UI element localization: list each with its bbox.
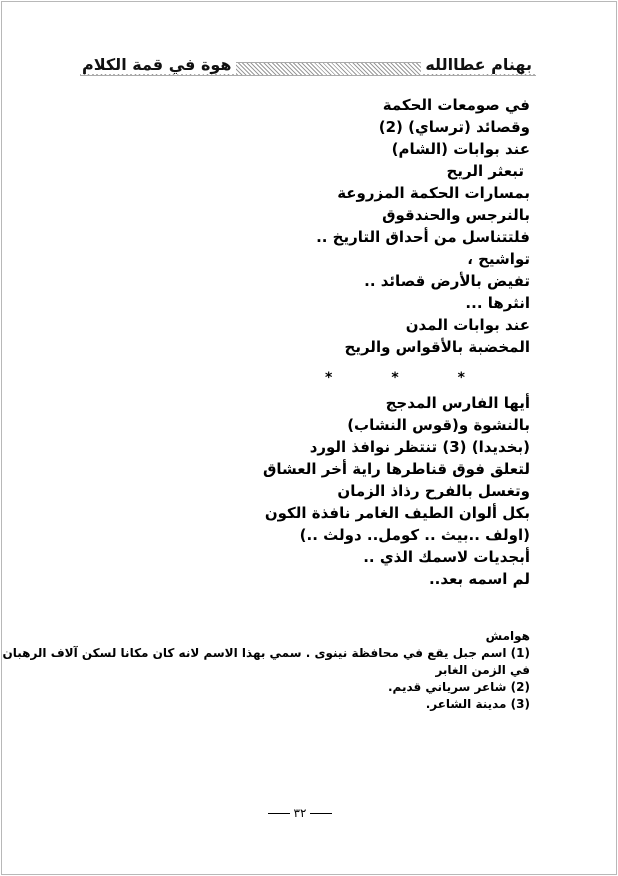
poem-line: تبعثر الريح xyxy=(446,162,524,180)
poem-line: في صومعات الحكمة xyxy=(382,96,530,114)
poem-stanza-2 xyxy=(90,392,530,590)
poem-line: بكل ألوان الطيف الغامر نافذة الكون xyxy=(264,504,530,522)
author-name: بهنام عطاالله xyxy=(421,55,536,74)
page-number-text: ٣٢ xyxy=(293,806,307,820)
poem-stanza-1 xyxy=(90,94,530,358)
poem-line: المخضبة بالأقواس والريح xyxy=(344,338,530,356)
star-mark: * xyxy=(391,370,399,386)
footnotes xyxy=(2,628,530,713)
poem-line: بمسارات الحكمة المزروعة xyxy=(337,184,530,202)
page-number xyxy=(260,806,340,820)
book-title: هوة في قمة الكلام xyxy=(78,55,236,74)
poem-line: لم اسمه بعد.. xyxy=(428,570,530,588)
poem-line: فلتتناسل من أحداق التاريخ .. xyxy=(316,228,530,246)
poem-line: بالنشوة و(قوس النشاب) xyxy=(347,416,530,434)
poem-line: (بخديدا) (3) تنتظر نوافذ الورد xyxy=(309,438,530,456)
footnote-item: (1) اسم جبل يقع في محافظة نينوى . سمي بهذا الاسم لانه كان مكانا لسكن آلاف الرهبان xyxy=(2,646,530,660)
poem-line: وتغسل بالفرح رذاذ الزمان xyxy=(337,482,530,500)
footnotes-title: هوامش xyxy=(485,629,530,643)
section-divider xyxy=(325,370,465,390)
poem-line: لتعلق فوق قناطرها راية أخر العشاق xyxy=(262,460,530,478)
star-mark: * xyxy=(457,370,465,386)
poem-line: تواشيح ، xyxy=(467,250,530,268)
footnote-item: (3) مدينة الشاعر. xyxy=(425,697,530,711)
footnote-item: في الزمن الغابر xyxy=(435,663,530,677)
poem-line: بالنرجس والحندقوق xyxy=(382,206,530,224)
poem-line: انثرها ... xyxy=(465,294,530,312)
poem-line: عند بوابات (الشام) xyxy=(391,140,530,158)
poem-line: تفيض بالأرض قصائد .. xyxy=(364,272,530,290)
footnote-item: (2) شاعر سرياني قديم. xyxy=(387,680,530,694)
poem-line: عند بوابات المدن xyxy=(405,316,530,334)
page-number-dash xyxy=(310,813,332,814)
poem-line: أبجديات لاسمك الذي .. xyxy=(363,548,530,566)
poem-line: وقصائد (ترساي) (2) xyxy=(378,118,530,136)
star-mark: * xyxy=(325,370,333,386)
poem-line: (اولف ..بيث .. كومل.. دولث ..) xyxy=(299,526,530,544)
poem-line: أيها الفارس المدجج xyxy=(385,394,530,412)
page-number-dash xyxy=(268,813,290,814)
